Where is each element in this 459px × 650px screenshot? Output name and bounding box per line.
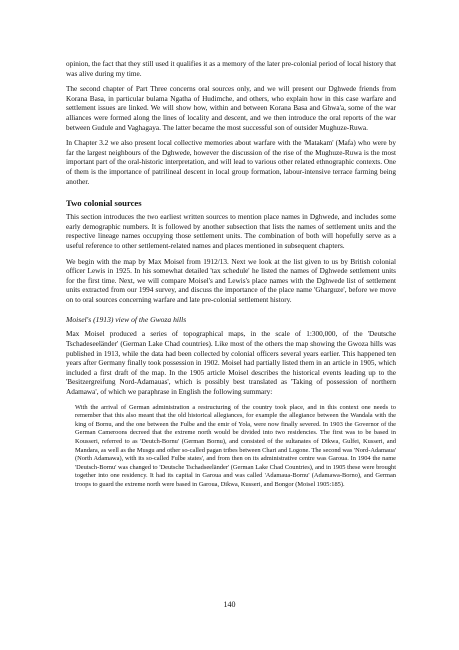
paragraph-intro-1: opinion, the fact that they still used it qualifies it as a memory of the later pre-colonial period of local history that was alive during my time. [66,60,396,78]
subsection-heading: Moisel's (1913) view of the Gwoza hills [66,315,187,325]
paragraph-intro-3: In Chapter 3.2 we also present local collective memories about warfare with the 'Matakam' (Mafa) who were by far the largest neighbours of the Dghwede, however the discussion of the rise of the Mughuze-Ruwa is the most important part of the oral-historic interpretation, and will lead to various other related ethnographic contexts. One of them is the importance of patrilineal descent in local group formation, labour-intensive terrace farming being another. [66,139,396,186]
page-number: 140 [223,600,236,609]
paragraph-intro-2: The second chapter of Part Three concerns oral sources only, and we will present our Dghwede friends from Korana Basa, in particular bulama Ngatha of Hudimche, and others, who explain how in this case warfare and settlement issues are linked. We will show how, within and between Korana Basa and Ghwa'a, some of the war alliances were formed along the lines of locality and descent, and we then introduce the oral reports of the war between Gudule and Vaghagaya. The latter became the most successful son of outsider Mughuze-Ruwa. [66,85,396,132]
page-body [66,60,396,490]
block-quote: With the arrival of German administration a restructuring of the country took place, and in this context one needs to remember that this also meant that the old historical allegiances, for example the allegiance between the Wandala with the king of Bornu, and the one between the Fulbe and the emir of Yola, were now finally severed. In 1903 the Governor of the German Cameroons decreed that the extreme north would be divided into two residencies. The first was to be based in Kousseri, referred to as 'Deutch-Bornu' (German Bornu), and consisted of the sultanates of Dikwa, Gulfei, Kusseri, and Mandara, as well as the Musgu and other so-called pagan tribes between Chari and Logone. The second was 'Nord-Adamaua' (North Adamawa), with its so-called Fulbe states', and from then on its administrative centre was Garoua. In 1904 the name 'Deutsch-Bornu' was changed to 'Deutsche Tschadseeländer' (German Lake Chad Countries), and in 1905 these were brought together into one residency. It had its capital in Garoua and was called 'Adamaua-Bornu' (Adamawa-Borno), and German troops to guard the extreme north were based in Garoua, Dikwa, Kusseri, and Bongor (Moisel 1905:185). [75,403,396,488]
paragraph-moisel: Max Moisel produced a series of topographical maps, in the scale of 1:300,000, of the 'Deutsche Tschadeseeländer' (German Lake Chad countries). Like most of the others the map showing the Gwoza hills was published in 1913, while the data had been collected by colonial officers several years earlier. This happened ten years after Germany finally took possession in 1902. Moisel had partially listed them in an article in 1905, which included a first draft of the map. In the 1905 article Moisel describes the historical events leading up to the 'Besitzergreifung Nord-Adamauas', which is possibly best translated as 'Taking of possession of northern Adamawa', of which we paraphrase in English the following summary: [66,330,396,397]
paragraph-section-2: We begin with the map by Max Moisel from 1912/13. Next we look at the list given to us by British colonial officer Lewis in 1925. In his somewhat detailed 'tax schedule' he listed the names of Dghwede settlement units for the first time. Next, we will compare Moisel's and Lewis's place names with the Dghwede list of settlement units extracted from our 1994 survey, and discuss the importance of the place name 'Gharguze', before we move on to oral sources concerning warfare and late pre-colonial settlement history. [66,257,396,304]
paragraph-section-1: This section introduces the two earliest written sources to mention place names in Dghwede, and includes some early demographic numbers. It is followed by another subsection that lists the names of settlement units and the respective lineage names occupying those settlement units. The combination of both will hopefully serve as a useful reference to other settlement-related names and places mentioned in subsequent chapters. [66,213,396,250]
section-heading: Two colonial sources [66,198,142,209]
